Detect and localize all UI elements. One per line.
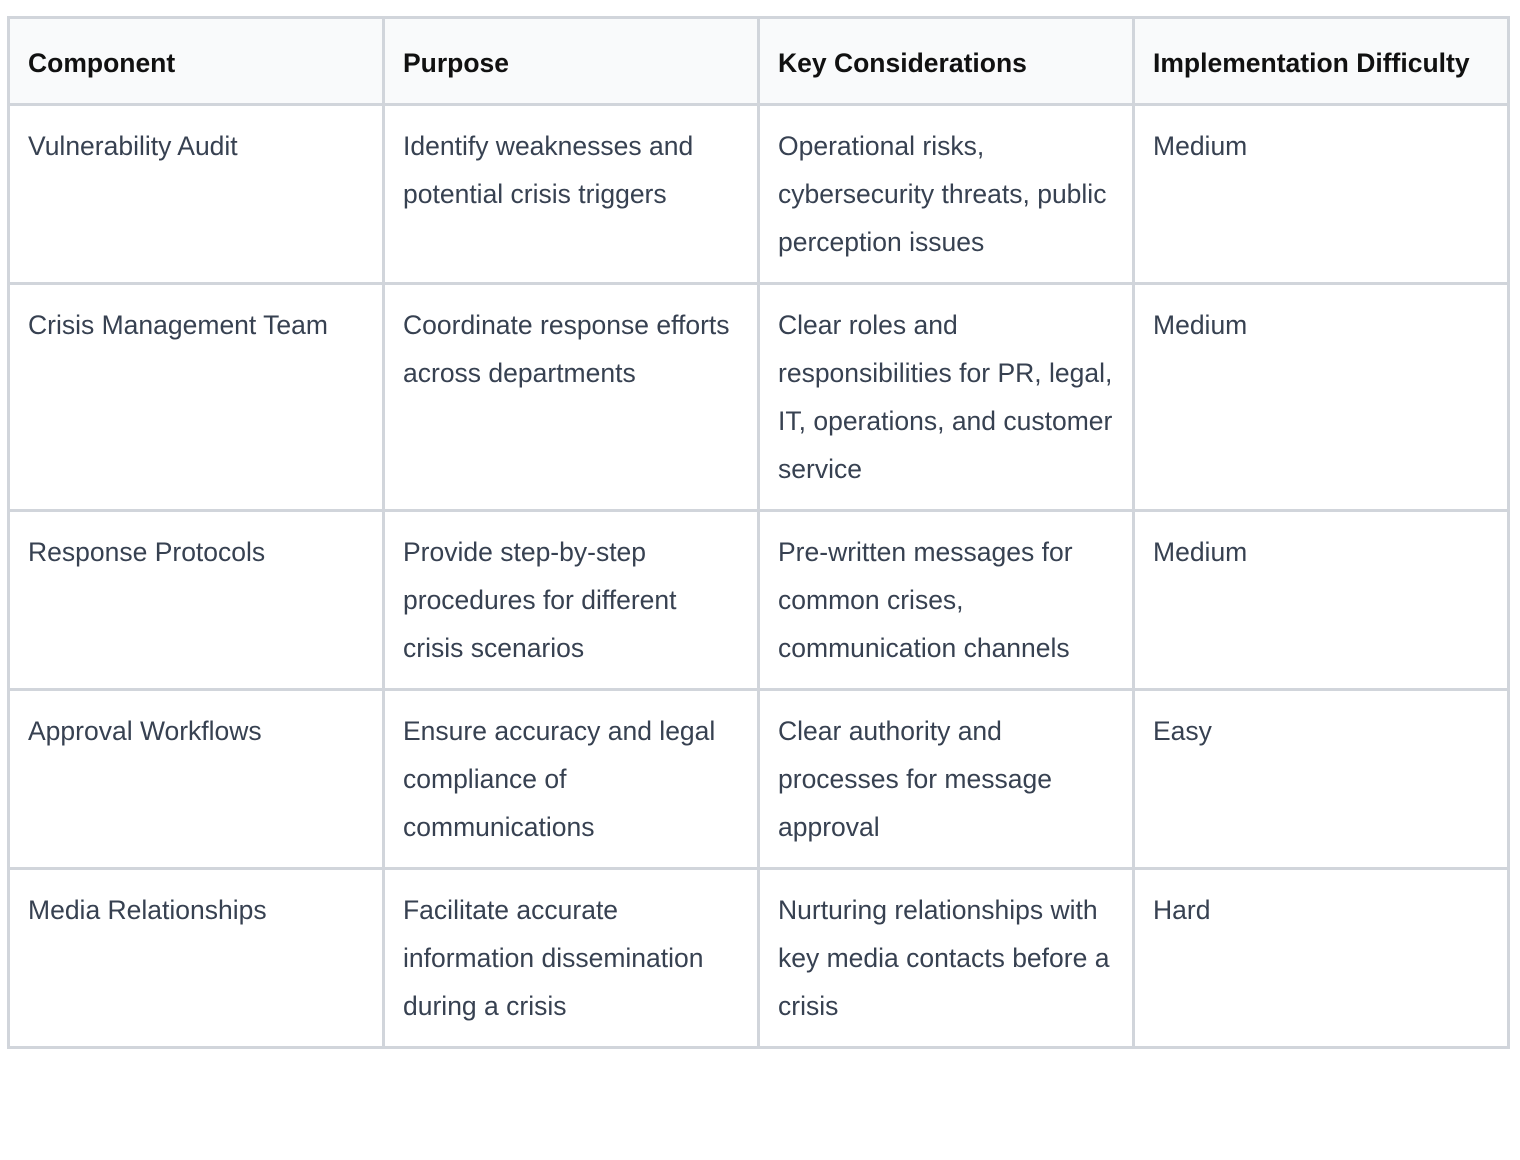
- header-purpose: Purpose: [384, 18, 759, 105]
- cell-component: Crisis Management Team: [9, 284, 384, 511]
- header-component: Component: [9, 18, 384, 105]
- cell-key-considerations: Operational risks, cybersecurity threats, public perception issues: [759, 105, 1134, 284]
- cell-purpose: Identify weaknesses and potential crisis triggers: [384, 105, 759, 284]
- cell-difficulty: Medium: [1134, 105, 1509, 284]
- header-row: [9, 18, 1509, 105]
- cell-component: Approval Workflows: [9, 690, 384, 869]
- table-row: [9, 511, 1509, 690]
- cell-difficulty: Hard: [1134, 869, 1509, 1048]
- table-row: [9, 105, 1509, 284]
- cell-key-considerations: Clear authority and processes for message approval: [759, 690, 1134, 869]
- cell-key-considerations: Clear roles and responsibilities for PR, legal, IT, operations, and customer service: [759, 284, 1134, 511]
- table-row: [9, 869, 1509, 1048]
- cell-purpose: Facilitate accurate information dissemination during a crisis: [384, 869, 759, 1048]
- cell-difficulty: Medium: [1134, 284, 1509, 511]
- cell-difficulty: Medium: [1134, 511, 1509, 690]
- table-row: [9, 690, 1509, 869]
- cell-component: Media Relationships: [9, 869, 384, 1048]
- cell-key-considerations: Nurturing relationships with key media contacts before a crisis: [759, 869, 1134, 1048]
- cell-component: Response Protocols: [9, 511, 384, 690]
- cell-purpose: Coordinate response efforts across departments: [384, 284, 759, 511]
- table-row: [9, 284, 1509, 511]
- cell-purpose: Ensure accuracy and legal compliance of communications: [384, 690, 759, 869]
- cell-purpose: Provide step-by-step procedures for different crisis scenarios: [384, 511, 759, 690]
- crisis-plan-table: [7, 16, 1510, 1049]
- cell-difficulty: Easy: [1134, 690, 1509, 869]
- cell-component: Vulnerability Audit: [9, 105, 384, 284]
- cell-key-considerations: Pre-written messages for common crises, communication channels: [759, 511, 1134, 690]
- header-implementation-difficulty: Implementation Difficulty: [1134, 18, 1509, 105]
- header-key-considerations: Key Considerations: [759, 18, 1134, 105]
